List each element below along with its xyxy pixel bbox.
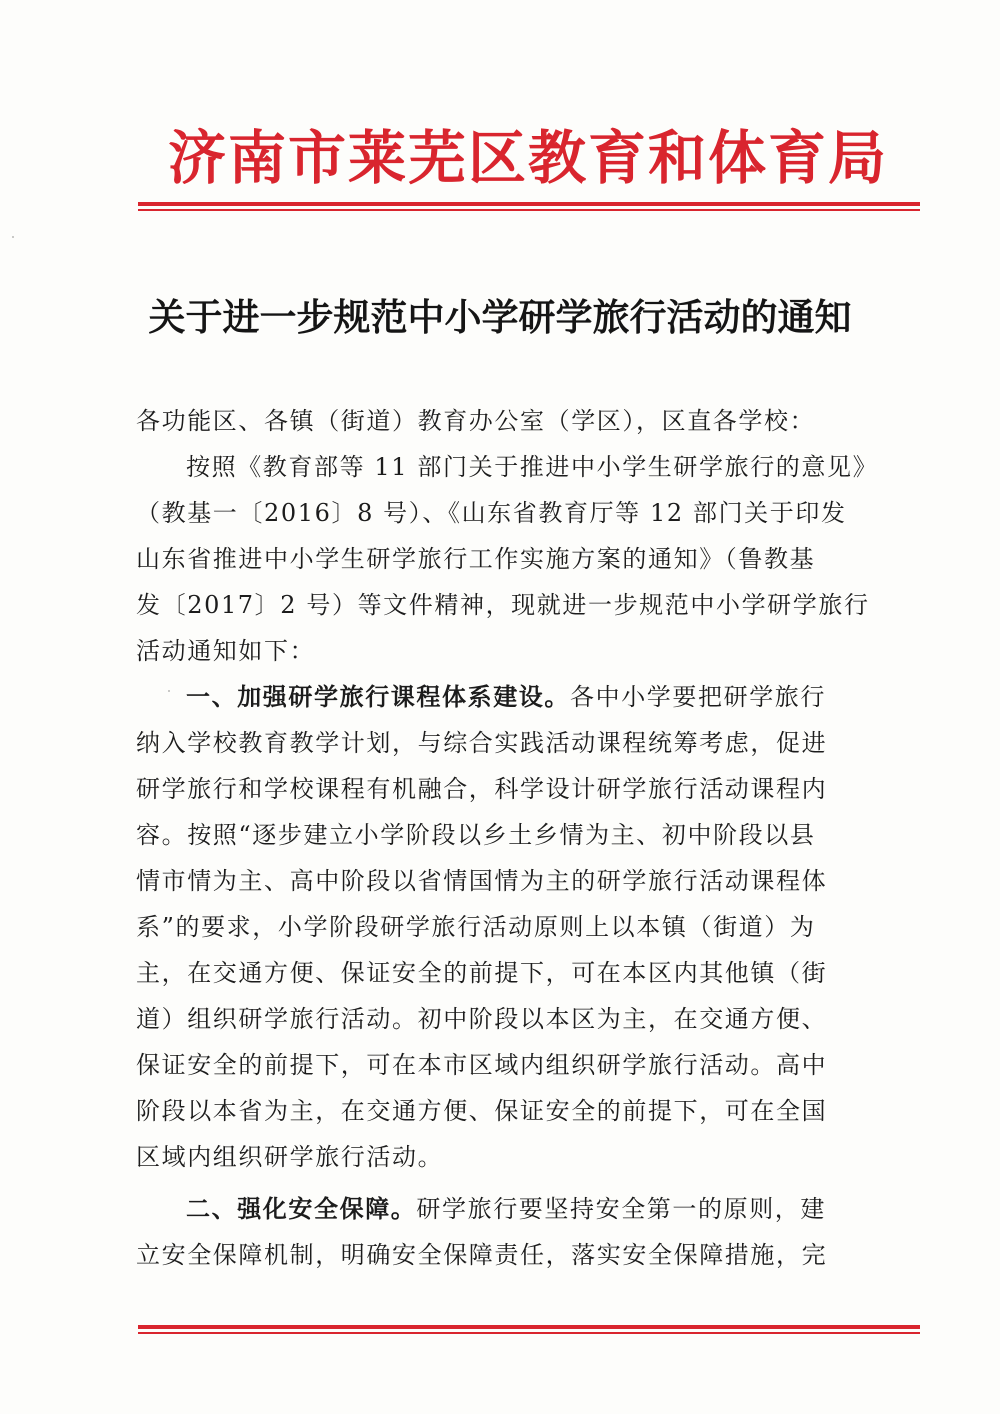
addressee-line: 各功能区、各镇（街道）教育办公室（学区），区直各学校： bbox=[136, 407, 816, 435]
section2-first-line bbox=[136, 1186, 876, 1232]
section1-line: 道）组织研学旅行活动。初中阶段以本区为主，在交通方便、 bbox=[136, 1005, 828, 1033]
section1-line: 系”的要求，小学阶段研学旅行活动原则上以本镇（街道）为 bbox=[136, 913, 816, 941]
section2-heading: 二、强化安全保障。 bbox=[186, 1195, 417, 1223]
section1-line: 容。按照“逐步建立小学阶段以乡土乡情为主、初中阶段以县 bbox=[136, 821, 816, 849]
intro-line: 按照《教育部等 11 部门关于推进中小学生研学旅行的意见》 bbox=[186, 453, 879, 481]
section1-line: 区域内组织研学旅行活动。 bbox=[136, 1143, 444, 1171]
footer-rule-thick bbox=[138, 1325, 920, 1329]
letterhead-rule-thick bbox=[138, 202, 920, 206]
section1-first-line-text: 各中小学要把研学旅行 bbox=[570, 683, 826, 711]
intro-line: 发〔2017〕2 号）等文件精神，现就进一步规范中小学研学旅行 bbox=[136, 591, 870, 619]
letterhead-rule-thin bbox=[138, 209, 920, 211]
intro-line: （教基一〔2016〕8 号）、《山东省教育厅等 12 部门关于印发 bbox=[136, 499, 847, 527]
notice-body bbox=[136, 398, 879, 1278]
intro-line: 活动通知如下： bbox=[136, 637, 316, 665]
intro-line: 山东省推进中小学生研学旅行工作实施方案的通知》（鲁教基 bbox=[136, 545, 816, 573]
section1-first-line bbox=[136, 674, 876, 720]
section1-heading: 一、加强研学旅行课程体系建设。 bbox=[186, 683, 570, 711]
footer-rule-thin bbox=[138, 1332, 920, 1334]
notice-title: 关于进一步规范中小学研学旅行活动的通知 bbox=[148, 296, 852, 339]
section2-line: 立安全保障机制，明确安全保障责任，落实安全保障措施，完 bbox=[136, 1241, 828, 1269]
scan-speck bbox=[168, 690, 170, 692]
section1-line: 保证安全的前提下，可在本市区域内组织研学旅行活动。高中 bbox=[136, 1051, 828, 1079]
section1-line: 情市情为主、高中阶段以省情国情为主的研学旅行活动课程体 bbox=[136, 867, 828, 895]
section2-first-line-text: 研学旅行要坚持安全第一的原则，建 bbox=[416, 1195, 827, 1223]
section1-line: 纳入学校教育教学计划，与综合实践活动课程统筹考虑，促进 bbox=[136, 729, 828, 757]
scan-speck bbox=[12, 236, 14, 238]
letterhead-title: 济南市莱芜区教育和体育局 bbox=[167, 124, 888, 192]
section1-line: 阶段以本省为主，在交通方便、保证安全的前提下，可在全国 bbox=[136, 1097, 828, 1125]
section1-line: 主，在交通方便、保证安全的前提下，可在本区内其他镇（街 bbox=[136, 959, 828, 987]
section1-line: 研学旅行和学校课程有机融合，科学设计研学旅行活动课程内 bbox=[136, 775, 828, 803]
